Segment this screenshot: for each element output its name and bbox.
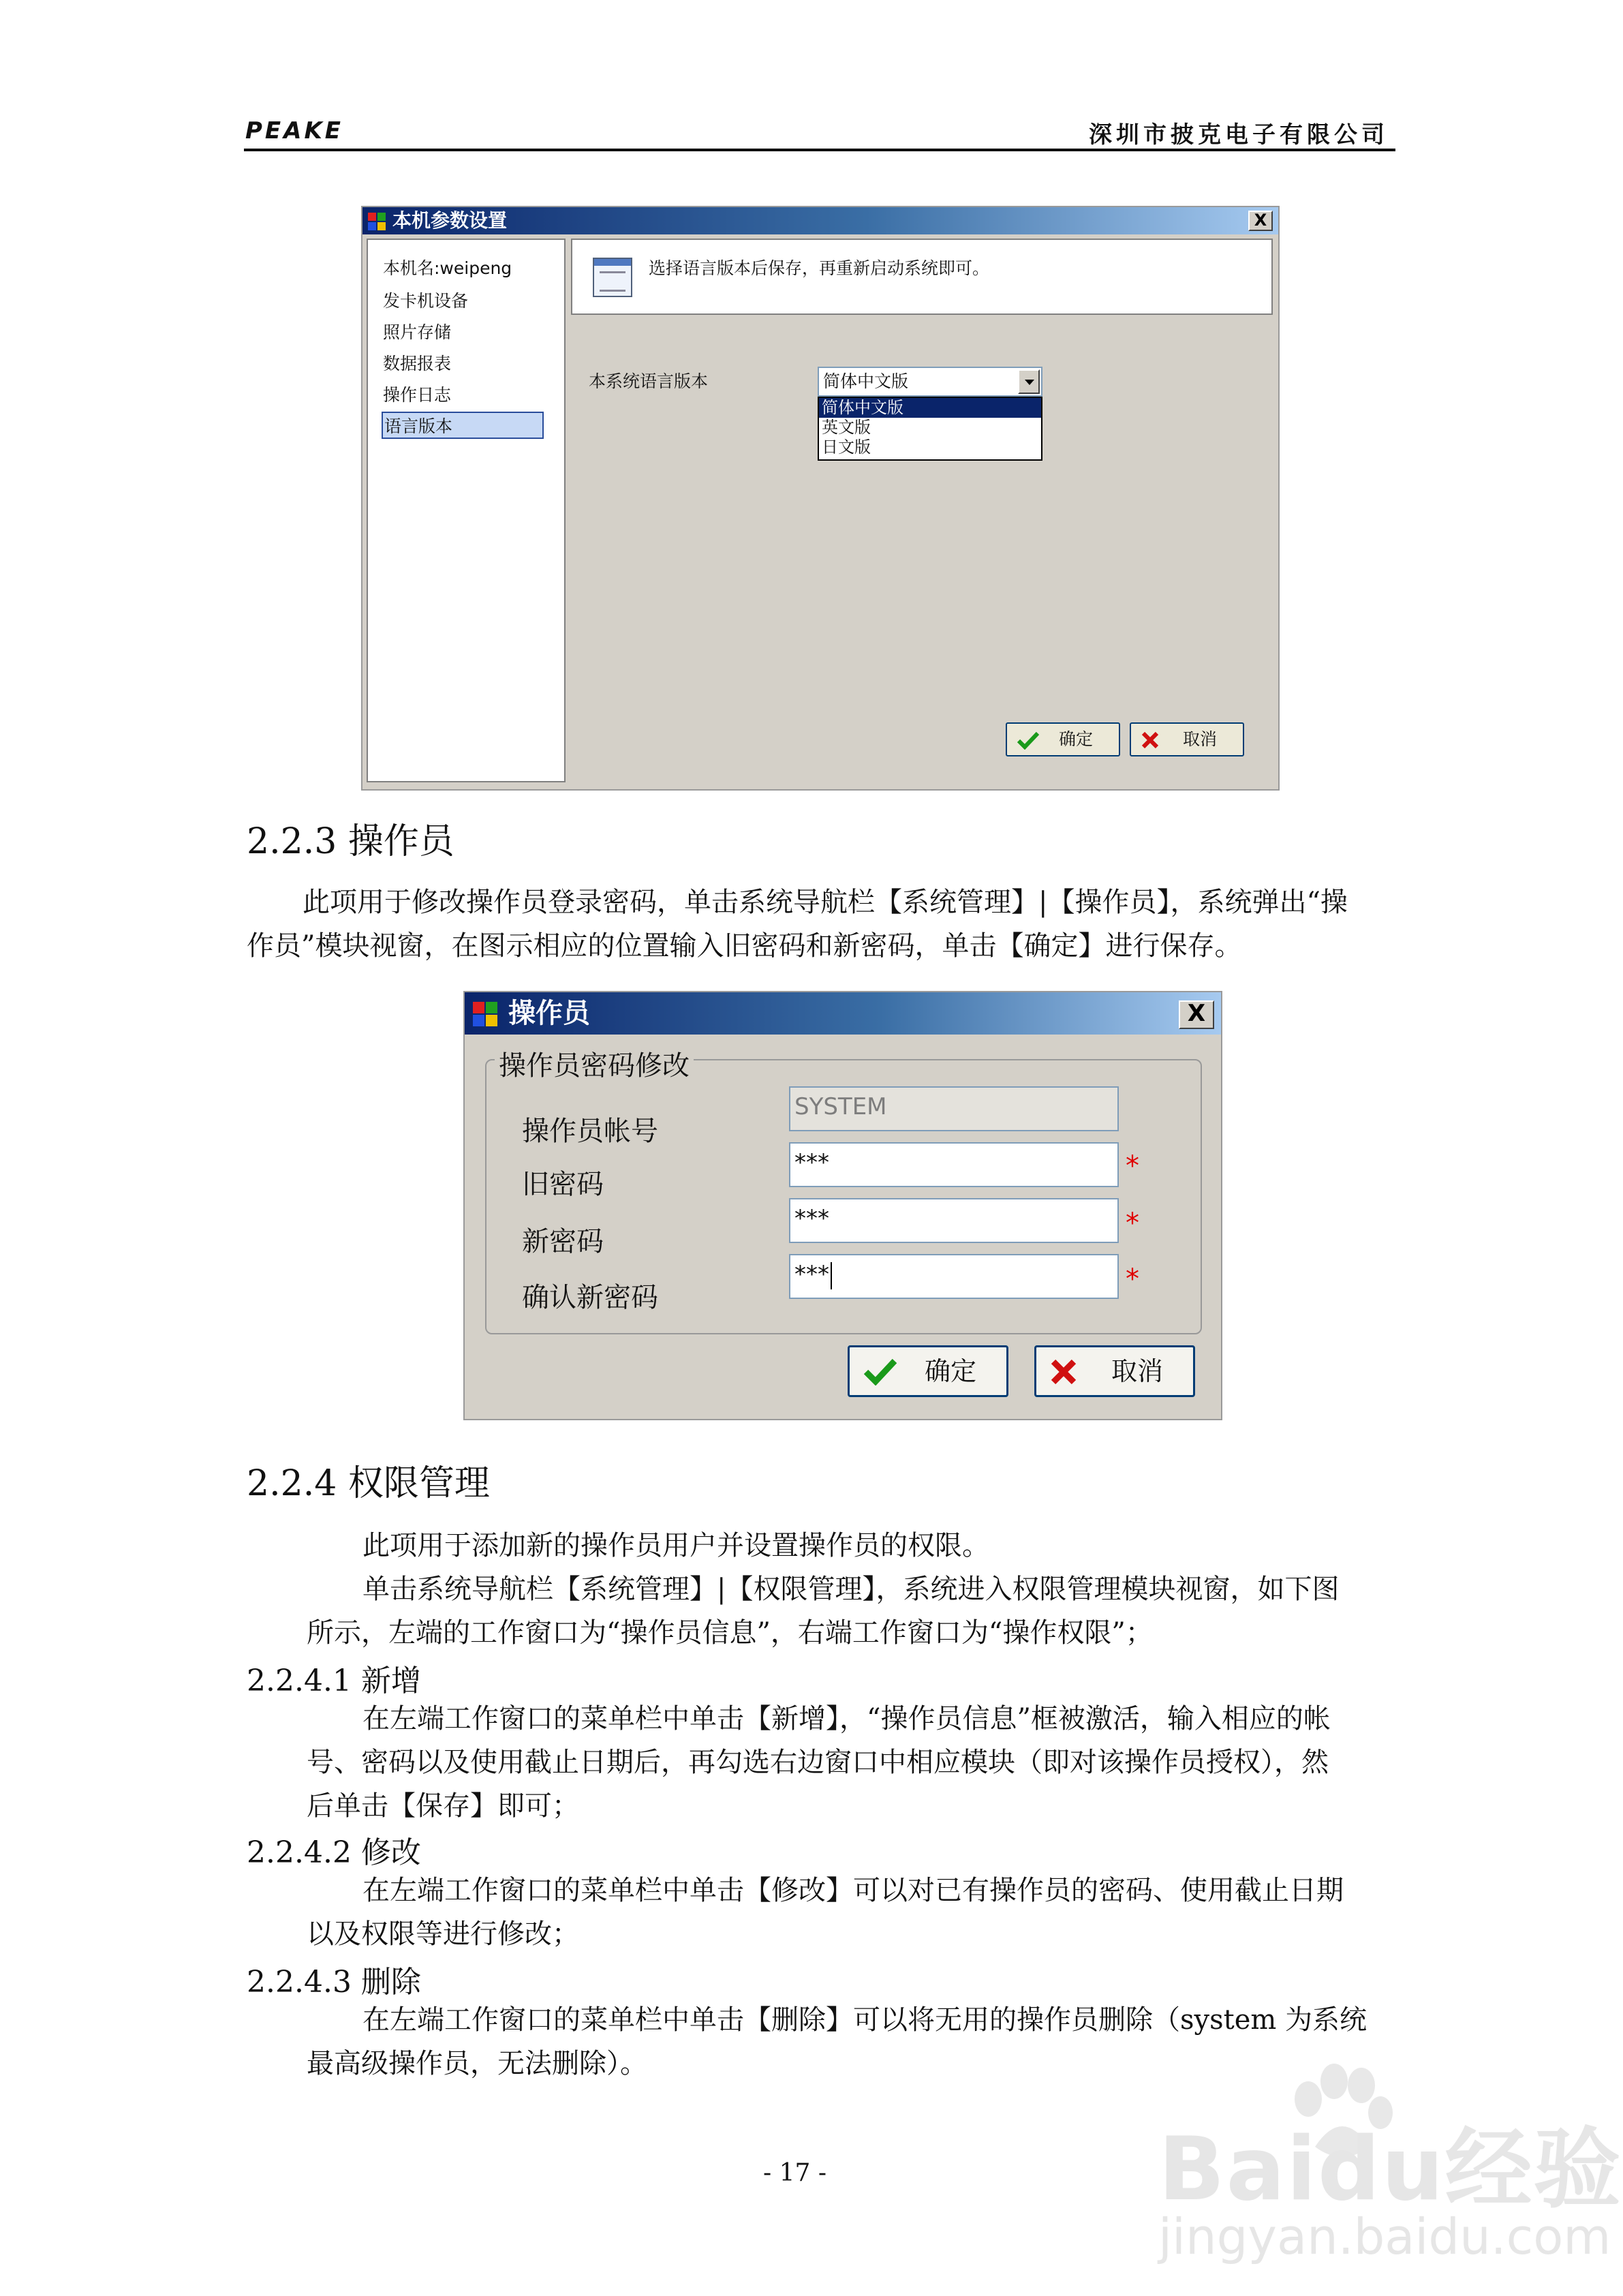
paragraph-line: 以及权限等进行修改；	[307, 1918, 579, 1950]
watermark-url: jingyan.baidu.com	[1158, 2208, 1611, 2265]
paragraph-line: 此项用于添加新的操作员用户并设置操作员的权限。	[362, 1530, 989, 1561]
ok-button-label: 确定	[925, 1356, 977, 1386]
cancel-button-label: 取消	[1111, 1356, 1164, 1386]
required-marker: *	[1126, 1150, 1139, 1182]
title-bar	[362, 207, 1278, 234]
paragraph-line: 此项用于修改操作员登录密码，单击系统导航栏【系统管理】|【操作员】，系统弹出“操	[303, 887, 1348, 918]
option-simplified-chinese[interactable]: 简体中文版	[819, 398, 1041, 418]
language-select[interactable]	[818, 367, 1042, 397]
title-bar	[465, 992, 1221, 1035]
operator-account-field: SYSTEM	[789, 1086, 1119, 1131]
paragraph-line: 后单击【保存】即可；	[307, 1790, 579, 1822]
app-logo-icon	[368, 213, 386, 230]
option-english[interactable]: 英文版	[822, 418, 871, 437]
old-password-label: 旧密码	[522, 1169, 604, 1200]
cancel-button[interactable]	[1130, 722, 1244, 756]
section-heading-operator: 2.2.3 操作员	[247, 821, 454, 862]
header-left-brand: PEAKE	[245, 117, 344, 144]
info-banner	[571, 239, 1273, 315]
paragraph-line: 作员”模块视窗，在图示相应的位置输入旧密码和新密码，单击【确定】进行保存。	[247, 930, 1242, 962]
ok-button-label: 确定	[1059, 729, 1094, 749]
machine-name-label: 本机名:weipeng	[383, 258, 512, 278]
text-caret	[831, 1262, 832, 1289]
language-dropdown-list	[818, 397, 1042, 461]
paragraph-line: 在左端工作窗口的菜单栏中单击【删除】可以将无用的操作员删除（system 为系统	[362, 2004, 1367, 2036]
ok-button[interactable]	[848, 1345, 1008, 1397]
nav-item-photo-storage[interactable]: 照片存储	[383, 322, 452, 342]
cancel-x-icon	[1141, 731, 1160, 750]
nav-item-data-report[interactable]: 数据报表	[383, 354, 452, 373]
ok-button[interactable]	[1006, 722, 1120, 756]
chevron-down-icon[interactable]	[1018, 369, 1040, 394]
subsection-heading-delete: 2.2.4.3 删除	[247, 1965, 421, 2000]
option-japanese[interactable]: 日文版	[822, 438, 871, 457]
section-heading-permissions: 2.2.4 权限管理	[247, 1463, 490, 1504]
confirm-password-value: ***	[794, 1261, 829, 1288]
subsection-heading-edit: 2.2.4.2 修改	[247, 1835, 421, 1870]
operator-window	[463, 991, 1222, 1420]
subsection-heading-add: 2.2.4.1 新增	[247, 1664, 421, 1698]
confirm-password-label: 确认新密码	[522, 1282, 658, 1313]
form-icon	[593, 258, 632, 297]
paragraph-line: 在左端工作窗口的菜单栏中单击【新增】，“操作员信息”框被激活，输入相应的帐	[362, 1703, 1331, 1734]
window-title: 本机参数设置	[392, 209, 508, 232]
header-company-name: 深圳市披克电子有限公司	[1089, 121, 1389, 149]
cancel-x-icon	[1050, 1358, 1077, 1386]
settings-nav-list	[367, 239, 566, 782]
nav-item-card-device[interactable]: 发卡机设备	[383, 291, 469, 311]
nav-item-language[interactable]: 语言版本	[382, 412, 544, 439]
checkmark-icon	[1017, 731, 1040, 750]
required-marker: *	[1126, 1208, 1139, 1239]
local-settings-window	[361, 206, 1280, 791]
cancel-button[interactable]	[1034, 1345, 1195, 1397]
required-marker: *	[1126, 1264, 1139, 1295]
language-field-label: 本系统语言版本	[589, 371, 709, 391]
page-number: - 17 -	[763, 2159, 827, 2187]
watermark-brand: Baidu经验	[1158, 2119, 1622, 2220]
language-select-value: 简体中文版	[823, 371, 909, 391]
confirm-password-field[interactable]	[789, 1254, 1119, 1299]
operator-account-label: 操作员帐号	[522, 1116, 658, 1147]
paragraph-line: 号、密码以及使用截止日期后，再勾选右边窗口中相应模块（即对该操作员授权），然	[307, 1747, 1329, 1778]
nav-item-operation-log[interactable]: 操作日志	[383, 385, 452, 405]
new-password-field[interactable]: ***	[789, 1198, 1119, 1243]
paragraph-line: 所示，左端的工作窗口为“操作员信息”，右端工作窗口为“操作权限”；	[307, 1617, 1153, 1649]
new-password-label: 新密码	[522, 1226, 604, 1257]
paragraph-line: 最高级操作员，无法删除）。	[307, 2048, 647, 2079]
app-logo-icon	[473, 1002, 497, 1026]
paragraph-line: 在左端工作窗口的菜单栏中单击【修改】可以对已有操作员的密码、使用截止日期	[362, 1875, 1344, 1906]
old-password-field[interactable]: ***	[789, 1142, 1119, 1187]
close-icon[interactable]: X	[1179, 1000, 1214, 1029]
banner-text: 选择语言版本后保存，再重新启动系统即可。	[649, 258, 990, 278]
close-icon[interactable]: X	[1248, 211, 1273, 231]
header-divider	[244, 149, 1395, 151]
group-title: 操作员密码修改	[495, 1044, 694, 1083]
cancel-button-label: 取消	[1183, 729, 1218, 749]
window-title: 操作员	[508, 998, 590, 1029]
checkmark-icon	[863, 1357, 897, 1386]
paragraph-line: 单击系统导航栏【系统管理】|【权限管理】，系统进入权限管理模块视窗，如下图	[362, 1574, 1340, 1605]
